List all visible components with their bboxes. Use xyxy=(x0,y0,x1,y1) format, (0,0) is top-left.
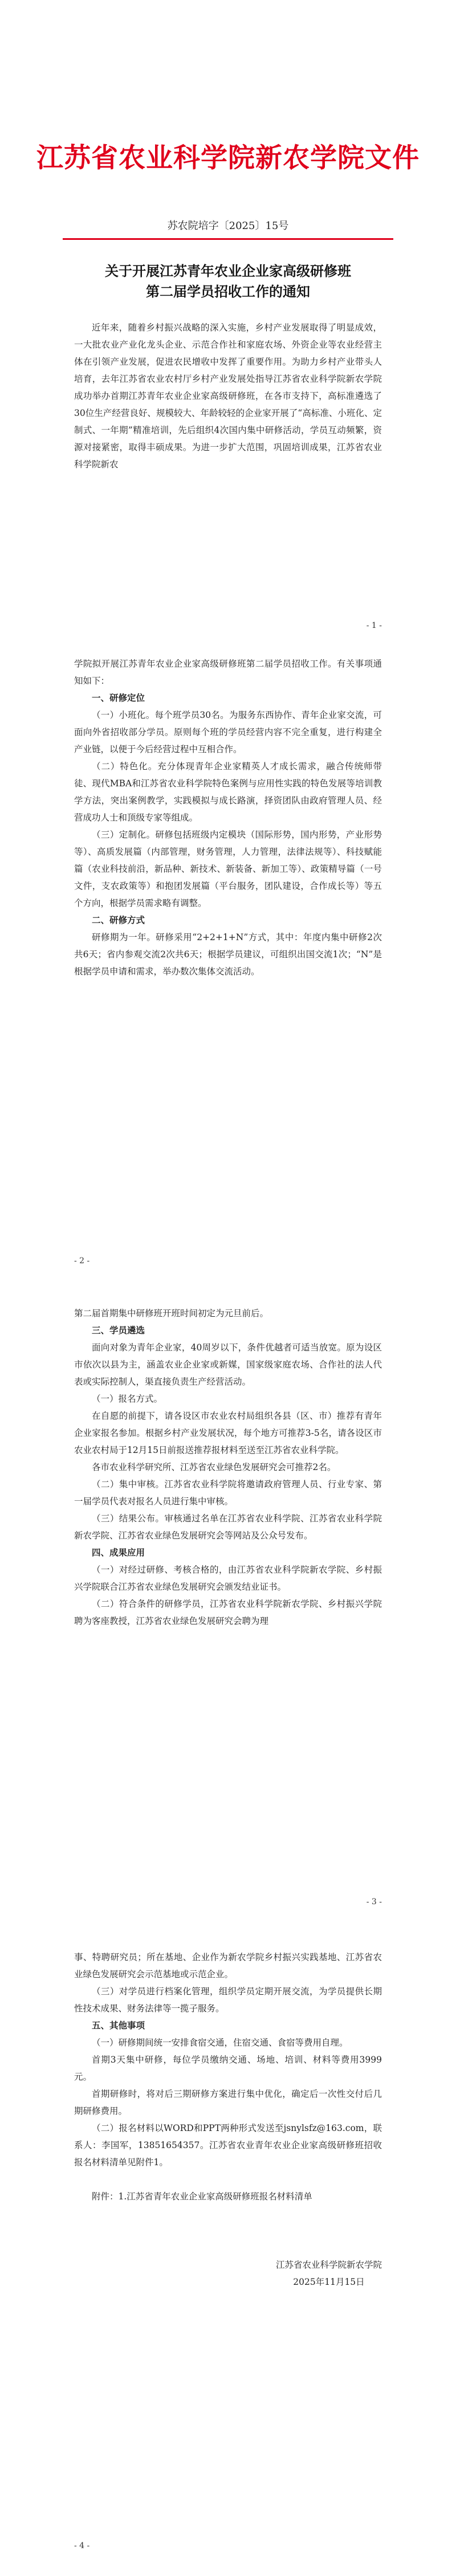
page-4-body xyxy=(74,1949,382,2205)
document-number: 苏农院培字〔2025〕15号 xyxy=(167,220,289,232)
continued-paragraph: 事、特聘研究员；所在基地、企业作为新农学院乡村振兴实践基地、江苏省农业绿色发展研究会示范基地或示范企业。 xyxy=(74,1952,382,1979)
paragraph-certificate: （一）对经过研修、考核合格的，由江苏省农业科学院新农学院、乡村振兴学院联合江苏省农业绿色发展研究会颁发结业证书。 xyxy=(74,1565,382,1592)
continued-paragraph: 学院拟开展江苏青年农业企业家高级研修班第二届学员招收工作。有关事项通知如下： xyxy=(74,659,382,686)
section-heading-4: 四、成果应用 xyxy=(92,1547,145,1558)
section-heading-3: 三、学员遴选 xyxy=(92,1325,145,1336)
paragraph-customized: （三）定制化。研修包括班级内定模块（国际形势，国内形势，产业形势等）、高质发展篇（内部管理，财务管理，人力管理，法律法规等）、科技赋能篇（农业科技前沿，新品种、新技术、新装备、新加工等）、政策精导篇（一号文件，支农政策等）和抱团发展篇（平台服务，团队建设，合作成长等）等五个方向，根据学员需求略有调整。 xyxy=(74,830,382,908)
page-3 xyxy=(0,1293,456,1937)
signing-organization: 江苏省农业科学院新农学院 xyxy=(275,2260,382,2270)
page-2 xyxy=(0,650,456,1293)
paragraph-small-class: （一）小班化。每个班学员30名。为服务东西协作、青年企业家交流，可面向外省招收部分学员。原则每个班的学员经营内容不完全重复，进行构建全产业链，以便于今后经营过程中互相合作。 xyxy=(74,710,382,754)
paragraph-review: （二）集中审核。江苏省农业科学院将邀请政府管理人员、行业专家、第一届学员代表对报名人员进行集中审核。 xyxy=(74,1479,382,1507)
paragraph-archive: （三）对学员进行档案化管理，组织学员定期开展交流，为学员提供长期性技术成果、财务法律等一揽子服务。 xyxy=(74,1986,382,2014)
page-number: - 4 - xyxy=(74,2541,90,2550)
signature-block xyxy=(276,2256,382,2291)
page-number: - 2 - xyxy=(74,1256,90,1265)
paragraph-target: 面向对象为青年企业家，40周岁以下，条件优越者可适当放宽。原为设区市依次以县为主，涵盖农业企业家或新媒，国家级家庭农场、合作社的法人代表或实际控制人，渠直接负责生产经营活动。 xyxy=(74,1342,382,1387)
red-divider-line xyxy=(63,238,393,240)
notice-title-line-1: 关于开展江苏青年农业企业家高级研修班 xyxy=(105,263,351,279)
page-number: - 1 - xyxy=(366,621,382,630)
page-1 xyxy=(0,0,456,650)
paragraph-characteristic: （二）特色化。充分体现青年企业家精英人才成长需求，融合传统师带徒、现代MBA和江苏省农业科学院特色案例与应用性实践的特色发展等培训教学方法，突出案例教学，实践模拟与成长路演，择资团队由政府管理人员、经营成功人士和顶级专家等组成。 xyxy=(74,761,382,823)
page-number: - 3 - xyxy=(366,1897,382,1907)
section-heading-2: 二、研修方式 xyxy=(92,915,145,925)
signing-date: 2025年11月15日 xyxy=(293,2277,365,2287)
continued-paragraph: 第二届首期集中研修班开班时间初定为元旦前后。 xyxy=(74,1308,269,1318)
document-header-title: 江苏省农业科学院新农学院文件 xyxy=(36,142,420,174)
intro-paragraph: 近年来，随着乡村振兴战略的深入实施，乡村产业发展取得了明显成效，一大批农业产业化龙头企业、示范合作社和家庭农场、外资企业等农业经营主体在引领产业发展，促进农民增收中发挥了重要作用。为助力乡村产业带头人培育，去年江苏省农业农村厅乡村产业发展处指导江苏省农业科学院新农学院成功举办首期江苏青年农业企业家高级研修班，在各市支持下，高标准遴选了30位生产经营良好、规模较大、年龄较轻的企业家开展了“高标准、小班化、定制式、一年期”精准培训，先后组织4次国内集中研修活动，学员互动频繁，资源对接紧密，取得丰硕成果。为进一步扩大范围，巩固培训成果，江苏省农业科学院新农 xyxy=(74,322,382,470)
page-2-body xyxy=(74,655,382,980)
notice-title-line-2: 第二届学员招收工作的通知 xyxy=(146,283,310,300)
paragraph-fee: 首期3天集中研修，每位学员缴纳交通、场地、培训、材料等费用3999元。 xyxy=(74,2055,382,2082)
paragraph-later-fees: 首期研修时，将对后三期研修方案进行集中优化，确定后一次性交付后几期研修费用。 xyxy=(74,2089,382,2116)
attachment-line: 附件：1.江苏省青年农业企业家高级研修班报名材料清单 xyxy=(92,2191,312,2202)
paragraph-accommodation: （一）研修期间统一安排食宿交通，住宿交通、食宿等费用自理。 xyxy=(92,2038,348,2048)
section-heading-1: 一、研修定位 xyxy=(92,692,145,703)
section-heading-5: 五、其他事项 xyxy=(92,2020,145,2031)
paragraph-results: （三）结果公布。审核通过名单在江苏省农业科学院、江苏省农业科学院新农学院、江苏省农业绿色发展研究会等网站及公众号发布。 xyxy=(74,1513,382,1541)
page-3-body xyxy=(74,1305,382,1630)
paragraph-visiting-professor: （二）符合条件的研修学员，江苏省农业科学院新农学院、乡村振兴学院聘为客座教授，江苏省农业绿色发展研究会聘为理 xyxy=(74,1599,382,1626)
notice-title xyxy=(57,261,399,302)
paragraph-institute-recommend: 各市农业科学研究所、江苏省农业绿色发展研究会可推荐2名。 xyxy=(92,1462,336,1472)
paragraph-registration-heading: （一）报名方式。 xyxy=(92,1394,163,1404)
paragraph-study-method: 研修期为一年。研修采用“2+2+1+N”方式，其中：年度内集中研修2次共6天；省内参观交流2次共6天；根据学员建议，可组织出国交流1次；“N”是根据学员申请和需求，举办数次集体交流活动。 xyxy=(74,932,382,977)
paragraph-registration: 在自愿的前提下，请各设区市农业农村局组织各县（区、市）推荐有青年企业家报名参加。根据乡村产业发展状况，每个地方可推荐3-5名，请各设区市农业农村局于12月15日前报送推荐报材料至送至江苏省农业科学院。 xyxy=(74,1411,382,1455)
page-4 xyxy=(0,1937,456,2576)
intro-paragraph-block xyxy=(74,319,382,473)
paragraph-submission: （二）报名材料以WORD和PPT两种形式发送至jsnylsfz@163.com，联系人：李国军，13851654357。江苏省农业青年农业企业家高级研修班招收报名材料清单见附件1。 xyxy=(74,2123,382,2167)
